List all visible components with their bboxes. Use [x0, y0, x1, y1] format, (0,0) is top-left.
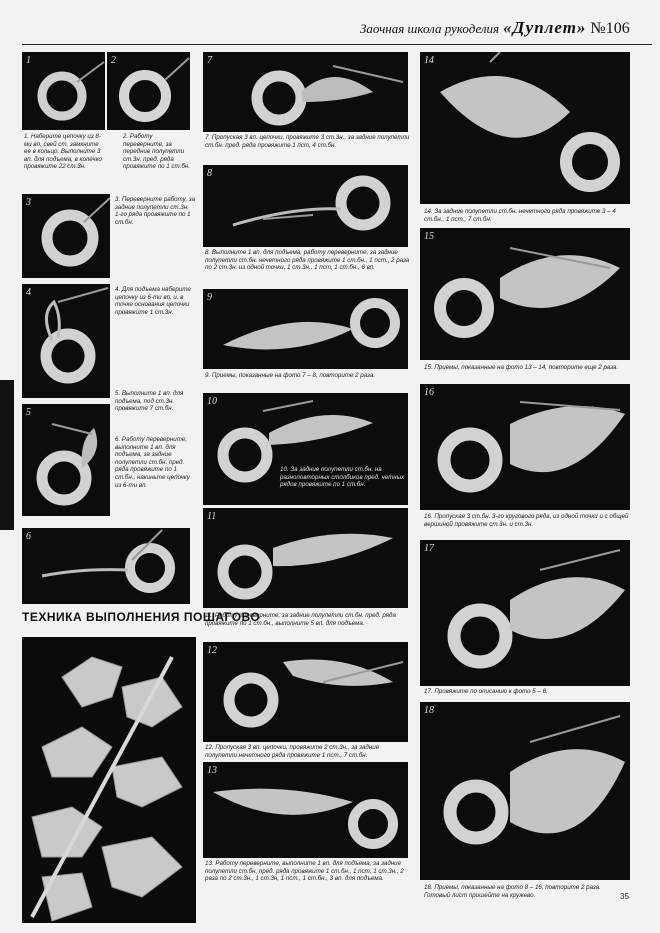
step-caption-3: 3. Переверните работу, за задние полупетли ст.3н. 1-го ряда провяжите по 1 ст.бн.: [115, 196, 196, 226]
page-number: 35: [620, 892, 629, 901]
header-rule: [22, 44, 652, 45]
magazine-header: [360, 18, 650, 42]
step-photo-9: 9: [203, 289, 408, 369]
step-caption-18: 18. Приемы, показанные на фото 8 – 16, повторите 2 раза. Готовый лист пришейте на кружево.: [424, 884, 601, 899]
step-photo-15: 15: [420, 228, 630, 360]
step-photo-18: 18: [420, 702, 630, 880]
step-photo-13: 13: [203, 762, 408, 858]
step-photo-10: 10: [203, 393, 408, 505]
step-caption-17: 17. Провяжите по описанию к фото 5 – 6.: [424, 688, 548, 695]
step-caption-15: 15. Приемы, показанные на фото 13 – 14, повторите еще 2 раза.: [424, 364, 619, 371]
step-caption-14: 14. За задние полупетли ст.бн. нечетного ряда провяжите 3 – 4 ст.бн., 1 пст., 7 ст.бн.: [424, 208, 616, 223]
step-photo-12: 12: [203, 642, 408, 742]
step-caption-11: 11. Работу переверните, за задние полупетли ст.бн. пред. ряда провяжите по 1 ст.бн., выполните 5 вп. для подъема.: [205, 612, 396, 627]
finished-lace-photo: [22, 637, 196, 923]
step-photo-6: 6: [22, 528, 190, 604]
step-photo-16: 16: [420, 384, 630, 510]
step-caption-6: 6. Работу переверните, выполните 1 вп. для подъема, за задние полупетли ст.бн. пред. ряда провяжите по 1 ст.бн., накиньте цепочку из 6-ти вп.: [115, 436, 190, 489]
step-photo-2: 2: [107, 52, 190, 130]
step-caption-7: 7. Пропуская 3 вп. цепочки, провяжите 3 ст.3н., за задние полупетли ст.бн. пред. ряда провяжите 1 пст, 4 ст.бн.: [205, 134, 410, 149]
step-photo-4: 4: [22, 284, 110, 398]
step-caption-1: 1. Наберите цепочку из 8-ми вп, свей ст. замкните ее в кольцо. Выполните 3 вп. для подъема, в колечко провяжите 22 ст.3н.: [24, 133, 102, 171]
section-title: ТЕХНИКА ВЫПОЛНЕНИЯ ПОШАГОВО: [22, 610, 261, 624]
step-caption-12: 12. Пропуская 3 вп. цепочки, провяжите 2 ст.3н., за задние полупетли нечетного ряда провяжите 1 пст., 7 ст.бн.: [205, 744, 380, 759]
step-caption-4: 4. Для подъема наберите цепочку из 6-ти вп. и, в точке основания цепочки провяжите 1 ст.3н.: [115, 286, 191, 316]
step-caption-2: 2. Работу переверните, за передние полупетли ст.3н. пред. ряда провяжите по 1 ст.бн.: [123, 133, 190, 171]
step-caption-13: 13. Работу переверните, выполните 1 вп. для подъема, за задние полупетли ст.бн. пред. ряда провяжите 1 ст.бн., 1 пст, 1 ст.3н., 2 раза по 2 ст.3н., 1 ст.3н, 1 пст., 1 ст.бн., 3 вп. для подъема.: [205, 860, 404, 883]
step-photo-8: 8: [203, 165, 408, 247]
step-caption-9: 9. Приемы, показанные на фото 7 – 8, повторите 2 раза.: [205, 372, 375, 379]
step-photo-17: 17: [420, 540, 630, 686]
step-photo-1: 1: [22, 52, 105, 130]
step-caption-5: 5. Выполните 1 вп. для подъема, под ст.3н. провяжите 7 ст.бн.: [115, 390, 184, 413]
step-caption-8: 8. Выполните 1 вп. для подъема, работу переверните, за задние полупетли ст.бн. нечетного ряда провяжите 1 ст.бн., 1 пст., 2 раза по 2 ст.3н. из одной точки, 1 ст.3н., 1 пст, 1 ст.бн., 6 вп.: [205, 249, 410, 272]
side-tab: [0, 380, 14, 530]
step-photo-5: 5: [22, 404, 110, 516]
step-caption-10: 10. За задние полупетли ст.бн. на разноповторных столбиков пред. четных рядов провяжите по 1 ст.бн.: [280, 466, 405, 489]
school-name: Заочная школа рукоделия: [360, 21, 500, 36]
issue-number: №106: [590, 20, 630, 37]
magazine-name: «Дуплет»: [503, 18, 587, 37]
step-photo-11: 11: [203, 508, 408, 608]
step-photo-7: 7: [203, 52, 408, 132]
step-photo-3: 3: [22, 194, 110, 278]
step-caption-16: 16. Пропуская 3 ст.бн. 3-го кругового ряда, из одной точки и с общей вершиной провяжите ст.3н. и ст.3н.: [424, 513, 629, 528]
step-photo-14: 14: [420, 52, 630, 204]
